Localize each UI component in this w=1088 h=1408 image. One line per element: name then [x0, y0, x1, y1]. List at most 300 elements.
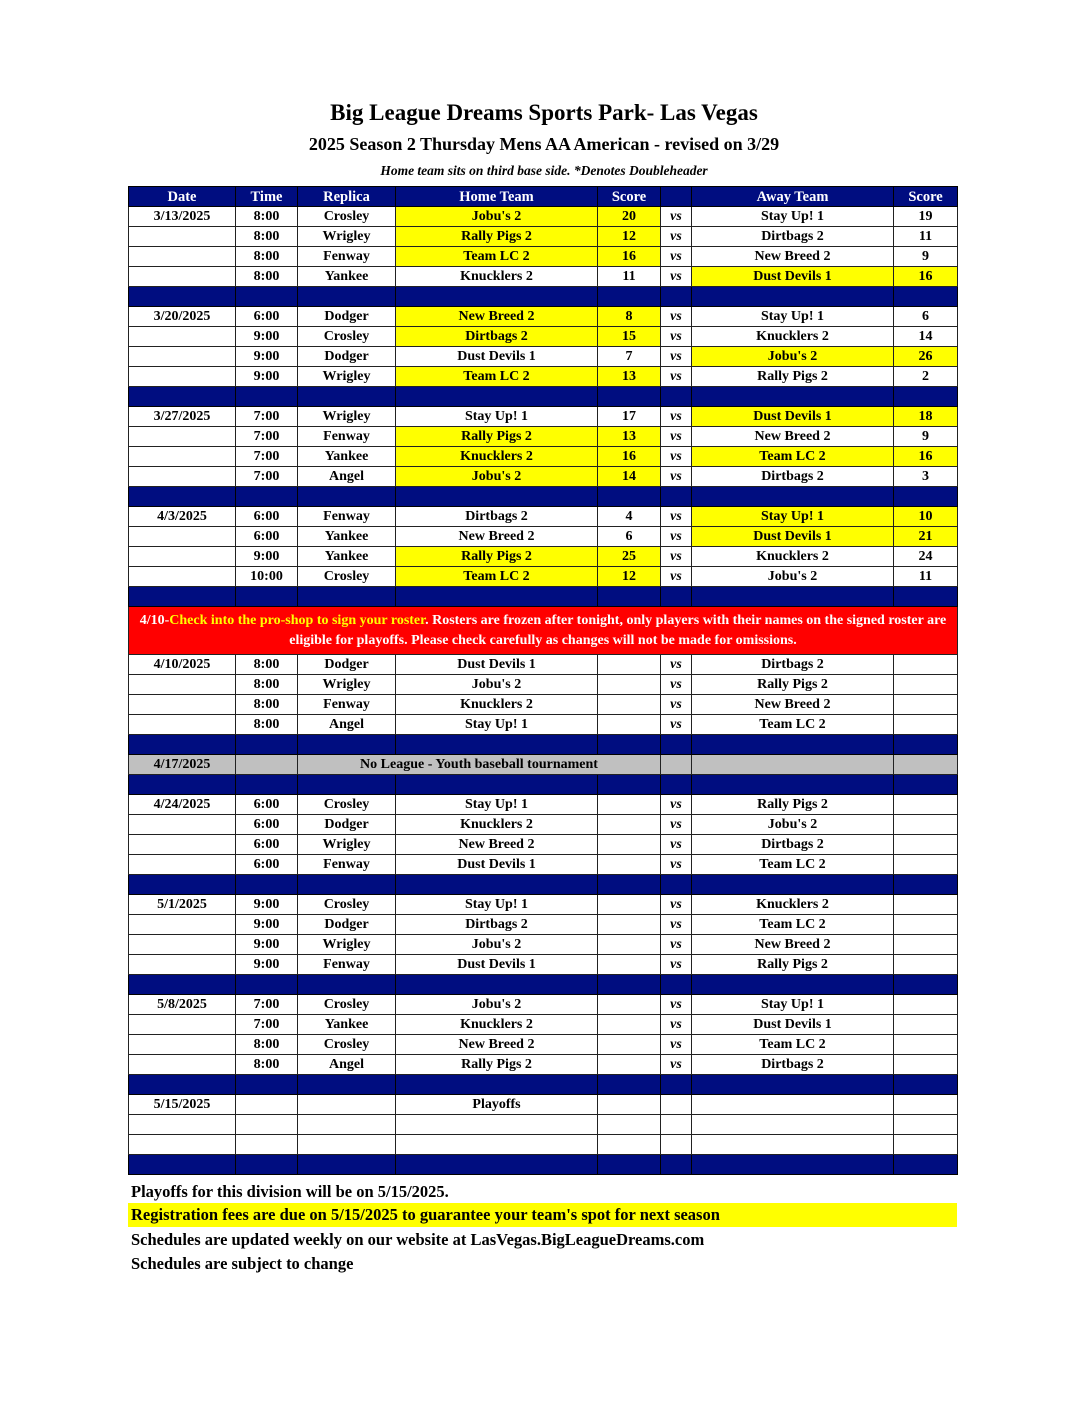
replica-cell: Dodger [298, 915, 396, 935]
away-score-cell [894, 1035, 958, 1055]
time-cell: 7:00 [236, 1015, 298, 1035]
replica-cell: Crosley [298, 1035, 396, 1055]
date-cell [129, 835, 236, 855]
separator-cell [236, 875, 298, 895]
away-score-cell: 21 [894, 527, 958, 547]
away-team-cell [692, 1115, 894, 1135]
away-score-cell: 16 [894, 267, 958, 287]
away-team-cell: New Breed 2 [692, 935, 894, 955]
home-team-cell: Dust Devils 1 [396, 655, 598, 675]
replica-cell: Wrigley [298, 675, 396, 695]
time-cell: 10:00 [236, 567, 298, 587]
separator-cell [236, 387, 298, 407]
roster-notice-row [129, 607, 958, 655]
separator-cell [129, 487, 236, 507]
replica-cell: Fenway [298, 427, 396, 447]
separator-cell [894, 587, 958, 607]
game-row [129, 1015, 958, 1035]
game-row [129, 207, 958, 227]
date-cell [129, 267, 236, 287]
date-cell: 5/1/2025 [129, 895, 236, 915]
home-score-cell: 13 [598, 367, 661, 387]
vs-label: vs [661, 675, 692, 695]
notice-highlight: Check into the pro-shop to sign your roster [169, 612, 426, 628]
away-score-cell [894, 915, 958, 935]
away-team-cell [692, 1135, 894, 1155]
empty-row [129, 1135, 958, 1155]
home-score-cell [598, 955, 661, 975]
home-team-cell: Dust Devils 1 [396, 855, 598, 875]
footer-line-4: Schedules are subject to change [131, 1254, 354, 1273]
date-cell: 4/3/2025 [129, 507, 236, 527]
time-cell: 7:00 [236, 407, 298, 427]
roster-notice [129, 607, 958, 655]
separator-cell [396, 487, 598, 507]
footer-change-note [128, 1252, 957, 1276]
separator-cell [129, 875, 236, 895]
time-cell: 8:00 [236, 207, 298, 227]
replica-cell [298, 1095, 396, 1115]
separator-cell [598, 1155, 661, 1175]
separator-cell [129, 587, 236, 607]
away-score-cell [894, 1015, 958, 1035]
home-team-cell: Rally Pigs 2 [396, 227, 598, 247]
separator-cell [692, 735, 894, 755]
time-cell: 9:00 [236, 547, 298, 567]
playoffs-row [129, 1095, 958, 1115]
date-cell [129, 935, 236, 955]
date-cell [129, 915, 236, 935]
date-cell [129, 227, 236, 247]
home-team-cell: Stay Up! 1 [396, 715, 598, 735]
separator-cell [236, 487, 298, 507]
vs-label: vs [661, 795, 692, 815]
away-score-cell [894, 675, 958, 695]
time-cell: 6:00 [236, 815, 298, 835]
separator-cell [236, 1075, 298, 1095]
away-team-cell: Dirtbags 2 [692, 467, 894, 487]
time-cell: 8:00 [236, 655, 298, 675]
separator-cell [661, 287, 692, 307]
away-score-cell [894, 1055, 958, 1075]
away-team-cell: Dirtbags 2 [692, 835, 894, 855]
away-score-cell: 19 [894, 207, 958, 227]
home-team-cell: Jobu's 2 [396, 207, 598, 227]
home-score-cell: 8 [598, 307, 661, 327]
time-cell: 8:00 [236, 267, 298, 287]
date-cell: 3/27/2025 [129, 407, 236, 427]
game-row [129, 467, 958, 487]
home-team-cell: Knucklers 2 [396, 815, 598, 835]
separator-cell [598, 387, 661, 407]
replica-cell: Angel [298, 467, 396, 487]
vs-label: vs [661, 695, 692, 715]
vs-label: vs [661, 655, 692, 675]
time-cell: 9:00 [236, 327, 298, 347]
time-cell [236, 1115, 298, 1135]
away-team-cell: Rally Pigs 2 [692, 675, 894, 695]
replica-cell: Wrigley [298, 367, 396, 387]
home-score-cell: 16 [598, 447, 661, 467]
game-row [129, 427, 958, 447]
home-score-cell [598, 1135, 661, 1155]
page-subtitle: 2025 Season 2 Thursday Mens AA American - revised on 3/29 [308, 134, 780, 154]
home-score-cell [598, 895, 661, 915]
time-cell: 9:00 [236, 895, 298, 915]
separator-cell [661, 487, 692, 507]
home-team-cell: Jobu's 2 [396, 995, 598, 1015]
separator-cell [129, 735, 236, 755]
away-score-cell: 11 [894, 567, 958, 587]
away-score-cell: 9 [894, 247, 958, 267]
separator-cell [298, 775, 396, 795]
away-team-cell: Rally Pigs 2 [692, 955, 894, 975]
away-team-cell: Team LC 2 [692, 447, 894, 467]
home-score-cell: 20 [598, 207, 661, 227]
replica-cell: Dodger [298, 815, 396, 835]
home-team-cell: Dirtbags 2 [396, 507, 598, 527]
time-cell: 6:00 [236, 855, 298, 875]
away-score-cell: 9 [894, 427, 958, 447]
vs-label: vs [661, 915, 692, 935]
vs-label: vs [661, 247, 692, 267]
date-cell [129, 327, 236, 347]
replica-cell: Wrigley [298, 835, 396, 855]
replica-cell [298, 1135, 396, 1155]
separator-cell [396, 775, 598, 795]
separator-cell [298, 587, 396, 607]
away-team-cell: Dirtbags 2 [692, 227, 894, 247]
replica-cell: Yankee [298, 547, 396, 567]
home-team-cell: Rally Pigs 2 [396, 547, 598, 567]
vs-label: vs [661, 855, 692, 875]
separator-cell [894, 1155, 958, 1175]
game-row [129, 815, 958, 835]
separator-cell [298, 387, 396, 407]
away-team-cell [692, 1095, 894, 1115]
separator-cell [598, 287, 661, 307]
date-cell [129, 1055, 236, 1075]
game-row [129, 655, 958, 675]
home-score-cell: 4 [598, 507, 661, 527]
away-team-cell: Dust Devils 1 [692, 527, 894, 547]
home-score-cell: 6 [598, 527, 661, 547]
replica-cell: Angel [298, 715, 396, 735]
vs-label: vs [661, 467, 692, 487]
home-score-cell: 13 [598, 427, 661, 447]
separator-cell [129, 975, 236, 995]
separator-cell [894, 975, 958, 995]
separator-cell [298, 1075, 396, 1095]
schedule-body [129, 207, 958, 1175]
home-score-cell: 11 [598, 267, 661, 287]
home-score-cell: 25 [598, 547, 661, 567]
separator-cell [396, 287, 598, 307]
away-score-cell [894, 895, 958, 915]
away-team-cell: New Breed 2 [692, 247, 894, 267]
separator-cell [692, 1075, 894, 1095]
time-cell: 6:00 [236, 307, 298, 327]
date-cell [129, 1135, 236, 1155]
away-team-cell: Stay Up! 1 [692, 995, 894, 1015]
home-team-cell: Team LC 2 [396, 367, 598, 387]
footer-line-1: Playoffs for this division will be on 5/15/2025. [131, 1182, 449, 1201]
vs-label: vs [661, 1015, 692, 1035]
vs-label: vs [661, 207, 692, 227]
replica-cell: Yankee [298, 267, 396, 287]
home-score-cell [598, 1095, 661, 1115]
away-score-cell [894, 695, 958, 715]
away-score-cell [894, 1135, 958, 1155]
replica-cell: Dodger [298, 307, 396, 327]
time-cell: 7:00 [236, 995, 298, 1015]
game-row [129, 675, 958, 695]
away-score-cell [894, 995, 958, 1015]
separator-cell [129, 287, 236, 307]
schedule-note: Home team sits on third base side. *Denotes Doubleheader [380, 163, 708, 178]
separator-row [129, 287, 958, 307]
date-cell [129, 527, 236, 547]
away-team-cell: Dust Devils 1 [692, 267, 894, 287]
time-cell: 9:00 [236, 935, 298, 955]
separator-cell [298, 975, 396, 995]
vs-cell [661, 1135, 692, 1155]
separator-cell [396, 587, 598, 607]
time-cell: 7:00 [236, 427, 298, 447]
home-score-cell [598, 995, 661, 1015]
separator-cell [298, 1155, 396, 1175]
home-score-cell [598, 1115, 661, 1135]
away-score-cell [894, 1095, 958, 1115]
replica-cell: Crosley [298, 895, 396, 915]
time-cell: 9:00 [236, 347, 298, 367]
replica-cell: Fenway [298, 955, 396, 975]
replica-cell: Dodger [298, 655, 396, 675]
separator-row [129, 1155, 958, 1175]
vs-label: vs [661, 427, 692, 447]
vs-label: vs [661, 367, 692, 387]
separator-cell [661, 735, 692, 755]
away-team-cell: New Breed 2 [692, 695, 894, 715]
separator-cell [692, 875, 894, 895]
home-team-cell: New Breed 2 [396, 1035, 598, 1055]
separator-row [129, 587, 958, 607]
date-cell [129, 1015, 236, 1035]
date-cell [129, 447, 236, 467]
home-team-cell: Knucklers 2 [396, 1015, 598, 1035]
replica-cell: Fenway [298, 855, 396, 875]
replica-cell: Angel [298, 1055, 396, 1075]
home-team-cell: Jobu's 2 [396, 935, 598, 955]
home-score-cell [598, 815, 661, 835]
vs-label: vs [661, 447, 692, 467]
time-cell: 8:00 [236, 695, 298, 715]
replica-cell: Crosley [298, 567, 396, 587]
date-cell: 3/20/2025 [129, 307, 236, 327]
replica-cell: Crosley [298, 327, 396, 347]
game-row [129, 367, 958, 387]
separator-cell [894, 487, 958, 507]
away-score-cell: 16 [894, 447, 958, 467]
home-score-cell [598, 935, 661, 955]
schedule-table [128, 186, 958, 1175]
home-score-cell [598, 1035, 661, 1055]
home-score-cell: 12 [598, 227, 661, 247]
footer-registration-note [128, 1203, 957, 1227]
away-team-cell: Jobu's 2 [692, 347, 894, 367]
away-score-cell [894, 1115, 958, 1135]
home-team-cell: Playoffs [396, 1095, 598, 1115]
date-cell [129, 467, 236, 487]
home-team-cell: Team LC 2 [396, 567, 598, 587]
footer-playoffs-note [128, 1180, 957, 1204]
game-row [129, 227, 958, 247]
game-row [129, 1055, 958, 1075]
separator-cell [396, 1155, 598, 1175]
date-cell: 3/13/2025 [129, 207, 236, 227]
home-team-cell [396, 1115, 598, 1135]
column-header-date: Date [129, 187, 236, 207]
time-cell: 9:00 [236, 915, 298, 935]
home-team-cell: Jobu's 2 [396, 467, 598, 487]
separator-row [129, 735, 958, 755]
separator-cell [129, 387, 236, 407]
time-cell: 6:00 [236, 527, 298, 547]
away-team-cell: Stay Up! 1 [692, 507, 894, 527]
time-cell: 8:00 [236, 715, 298, 735]
vs-label: vs [661, 1055, 692, 1075]
column-header-away-team: Away Team [692, 187, 894, 207]
away-team-cell: Dirtbags 2 [692, 1055, 894, 1075]
separator-cell [598, 875, 661, 895]
vs-label: vs [661, 935, 692, 955]
vs-label: vs [661, 715, 692, 735]
date-cell [129, 367, 236, 387]
separator-cell [598, 735, 661, 755]
away-team-cell: Knucklers 2 [692, 327, 894, 347]
separator-cell [598, 487, 661, 507]
separator-cell [236, 287, 298, 307]
no-league-text: No League - Youth baseball tournament [298, 755, 661, 775]
home-score-cell [598, 715, 661, 735]
separator-row [129, 1075, 958, 1095]
away-team-cell: New Breed 2 [692, 427, 894, 447]
home-score-cell: 15 [598, 327, 661, 347]
away-team-cell: Jobu's 2 [692, 815, 894, 835]
replica-cell: Wrigley [298, 935, 396, 955]
time-cell [236, 755, 298, 775]
away-score-cell [894, 935, 958, 955]
separator-cell [598, 587, 661, 607]
separator-cell [236, 735, 298, 755]
vs-label: vs [661, 307, 692, 327]
replica-cell: Yankee [298, 1015, 396, 1035]
time-cell: 9:00 [236, 955, 298, 975]
column-header-home-score: Score [598, 187, 661, 207]
date-cell [129, 695, 236, 715]
column-header-home-team: Home Team [396, 187, 598, 207]
vs-label: vs [661, 835, 692, 855]
separator-cell [894, 775, 958, 795]
separator-cell [894, 735, 958, 755]
vs-label: vs [661, 347, 692, 367]
separator-cell [661, 875, 692, 895]
column-header-away-score: Score [894, 187, 958, 207]
vs-label: vs [661, 227, 692, 247]
replica-cell: Crosley [298, 995, 396, 1015]
home-score-cell [598, 695, 661, 715]
home-team-cell: New Breed 2 [396, 835, 598, 855]
page-title: Big League Dreams Sports Park- Las Vegas [330, 100, 758, 125]
away-team-cell: Team LC 2 [692, 855, 894, 875]
date-cell [129, 1115, 236, 1135]
separator-cell [236, 587, 298, 607]
time-cell: 7:00 [236, 467, 298, 487]
replica-cell [298, 1115, 396, 1135]
away-score-cell [894, 655, 958, 675]
time-cell: 8:00 [236, 247, 298, 267]
separator-row [129, 775, 958, 795]
home-team-cell: Stay Up! 1 [396, 895, 598, 915]
time-cell: 6:00 [236, 835, 298, 855]
time-cell: 8:00 [236, 675, 298, 695]
column-header-time: Time [236, 187, 298, 207]
away-score-cell: 26 [894, 347, 958, 367]
home-score-cell [598, 675, 661, 695]
vs-label: vs [661, 567, 692, 587]
separator-cell [396, 1075, 598, 1095]
game-row [129, 347, 958, 367]
date-cell [129, 567, 236, 587]
date-cell [129, 547, 236, 567]
separator-cell [298, 487, 396, 507]
game-row [129, 507, 958, 527]
game-row [129, 795, 958, 815]
vs-label: vs [661, 327, 692, 347]
empty-row [129, 1115, 958, 1135]
replica-cell: Fenway [298, 695, 396, 715]
separator-cell [661, 775, 692, 795]
home-team-cell: Team LC 2 [396, 247, 598, 267]
away-team-cell: Rally Pigs 2 [692, 367, 894, 387]
date-cell: 5/15/2025 [129, 1095, 236, 1115]
separator-cell [129, 1075, 236, 1095]
footer-line-3: Schedules are updated weekly on our website at LasVegas.BigLeagueDreams.com [131, 1230, 705, 1249]
time-cell [236, 1135, 298, 1155]
home-score-cell: 14 [598, 467, 661, 487]
date-cell [129, 855, 236, 875]
vs-label: vs [661, 1035, 692, 1055]
game-row [129, 567, 958, 587]
separator-cell [894, 1075, 958, 1095]
vs-label: vs [661, 955, 692, 975]
replica-cell: Crosley [298, 207, 396, 227]
separator-cell [692, 1155, 894, 1175]
game-row [129, 267, 958, 287]
column-header-replica: Replica [298, 187, 396, 207]
replica-cell: Fenway [298, 247, 396, 267]
away-team-cell: Rally Pigs 2 [692, 795, 894, 815]
separator-cell [894, 387, 958, 407]
date-cell [129, 427, 236, 447]
vs-cell [661, 1115, 692, 1135]
date-cell [129, 815, 236, 835]
away-team-cell: Dust Devils 1 [692, 407, 894, 427]
date-cell [129, 715, 236, 735]
vs-label: vs [661, 815, 692, 835]
separator-cell [661, 1075, 692, 1095]
footer-line-2: Registration fees are due on 5/15/2025 to guarantee your team's spot for next season [131, 1205, 720, 1224]
